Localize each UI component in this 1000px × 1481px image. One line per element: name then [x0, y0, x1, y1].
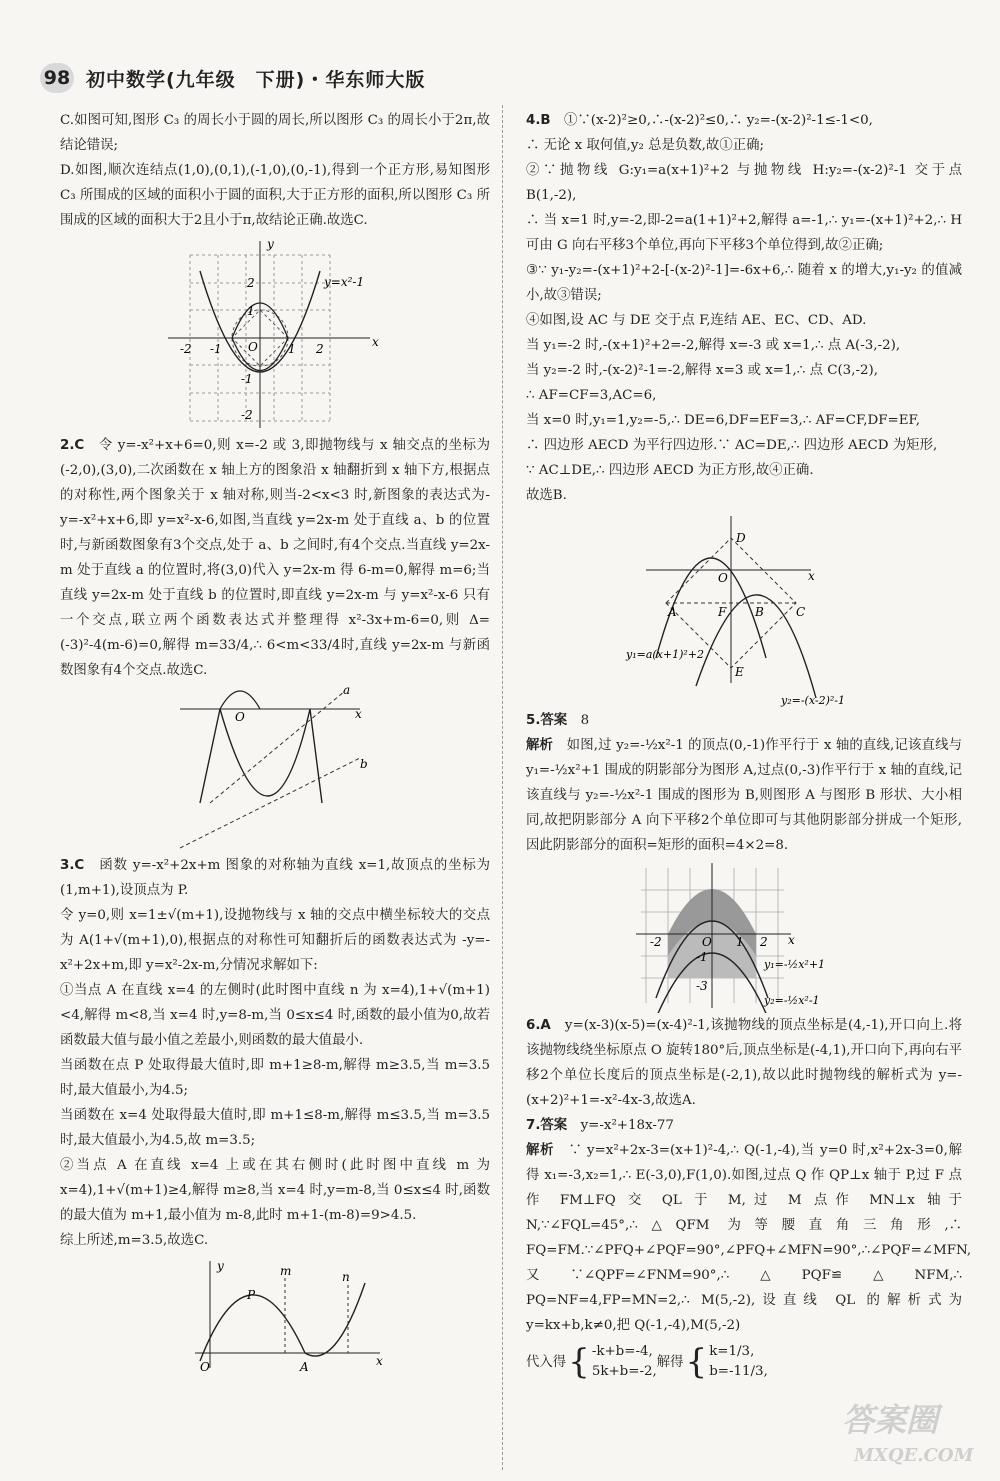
tick: -1	[696, 950, 708, 964]
analysis-label: 解析	[526, 738, 554, 753]
tick: 1	[288, 342, 296, 356]
line: 函数 y=-x²+2x+m 图象的对称轴为直线 x=1,故顶点的坐标为(1,m+1),设顶点为 P.	[60, 858, 490, 898]
point-label: C	[796, 605, 806, 619]
line: 故选B.	[526, 488, 567, 503]
tick: -2	[180, 342, 192, 356]
line: ③∵ y₁-y₂=-(x+1)²+2-[-(x-2)²-1]=-6x+6,∴ 随着 x 的增大,y₁-y₂ 的值减小,故③错误;	[526, 263, 962, 303]
line: ∴ 四边形 AECD 为平行四边形.∵ AC=DE,∴ 四边形 AECD 为矩形,	[526, 438, 938, 453]
column-divider	[502, 105, 503, 1470]
brace-icon: {	[568, 1342, 590, 1382]
question-number: 6.A	[526, 1018, 551, 1033]
axis-label: y	[217, 1259, 224, 1273]
point-label: E	[735, 665, 744, 679]
point-label-a: A	[300, 1360, 309, 1374]
point-label-p: P	[247, 1288, 256, 1302]
question-5-analysis	[526, 733, 962, 858]
answer-value: y=-x²+18x-77	[580, 1118, 674, 1133]
question-number: 4.B	[526, 113, 551, 128]
point-label: F	[718, 605, 727, 619]
question-number: 2.C	[60, 438, 85, 453]
brace-icon: {	[685, 1342, 708, 1382]
tick: -1	[210, 342, 222, 356]
line: 当 y₂=-2 时,-(x-2)²-1=-2,解得 x=3 或 x=1,∴ 点 C(3,-2),	[526, 363, 878, 378]
tick: 2	[247, 276, 255, 290]
line: ∴ 无论 x 取何值,y₂ 总是负数,故①正确;	[526, 138, 765, 153]
axis-label: x	[788, 933, 795, 947]
curve-label: y=x²-1	[324, 275, 365, 289]
curve-label: y₁=a(x+1)²+2	[626, 648, 705, 661]
solve-label: 解得	[656, 1354, 684, 1370]
tick: 2	[760, 935, 768, 949]
axis-label: y	[267, 237, 274, 251]
question-5-answer	[526, 708, 962, 733]
line: ④如图,设 AC 与 DE 交于点 F,连结 AE、EC、CD、AD.	[526, 313, 867, 328]
line-label-m: m	[280, 1264, 292, 1278]
tick: 1	[247, 304, 255, 318]
line-label-a: a	[343, 683, 351, 697]
solution: b=-11/3,	[709, 1364, 768, 1379]
curve-label: y₂=-½x²-1	[764, 994, 820, 1007]
paragraph: C.如图可知,图形 C₃ 的周长小于圆的周长,所以图形 C₃ 的周长小于2π,故结论错误;	[60, 113, 490, 153]
tick: 2	[316, 342, 324, 356]
line: ∵ AC⊥DE,∴ 四边形 AECD 为正方形,故④正确.	[526, 463, 814, 478]
question-number: 3.C	[60, 858, 85, 873]
line: 当 x=0 时,y₁=1,y₂=-5,∴ DE=6,DF=EF=3,∴ AF=CF,DF=EF,	[526, 413, 920, 428]
figure-p-a-m-n	[60, 1253, 490, 1378]
line-label-b: b	[360, 757, 368, 771]
curve-label: y₂=-(x-2)²-1	[781, 694, 845, 707]
solution: k=1/3,	[709, 1344, 755, 1359]
figure-circle-parabola	[60, 233, 490, 433]
question-3	[60, 853, 490, 903]
axis-label: x	[372, 335, 379, 349]
equation-system	[526, 1342, 962, 1382]
line: ②当点 A 在直线 x=4 上或在其右侧时(此时图中直线 m 为 x=4),1+√(m+1)≥4,解得 m≥8,当 x=4 时,y=m-8,当 0≤x≤4 时,函数的最大值为 m+1,最小值为 m-8,此时 m+1-(m-8)=9>4.5.	[60, 1158, 490, 1223]
question-4	[526, 108, 962, 133]
page-number: 98	[40, 63, 74, 93]
question-2	[60, 433, 490, 683]
watermark-url: MXQE.COM	[854, 1445, 974, 1466]
equation: -k+b=-4,	[591, 1344, 653, 1359]
tick: -1	[241, 372, 253, 386]
tick: -2	[241, 408, 253, 422]
line: 综上所述,m=3.5,故选C.	[60, 1233, 209, 1248]
line-label-n: n	[342, 1270, 350, 1284]
question-number: 5.答案	[526, 713, 568, 728]
tick: -3	[696, 979, 708, 993]
line: ①∵(x-2)²≥0,∴-(x-2)²≤0,∴ y₂=-(x-2)²-1≤-1<0,	[564, 113, 873, 128]
line: 当函数在点 P 处取得最大值时,即 m+1≥8-m,解得 m≥3.5,当 m=3.5时,最大值最小,为4.5;	[60, 1058, 490, 1098]
analysis-text: ∵ y=x²+2x-3=(x+1)²-4,∴ Q(-1,-4),当 y=0 时,x²+2x-3=0,解得 x₁=-3,x₂=1,∴ E(-3,0),F(1,0).如图,过点 Q 作 QP⊥x 轴于 P,过 F 点作 FM⊥FQ 交 QL 于 M,过 M 点作 MN⊥x 轴于 N,∵∠FQL=45°,∴△QFM 为等腰直角三角形,∴ FQ=FM.∵∠PFQ+∠PQF=90°,∠PFQ+∠MFN=90°,∴∠PQF=∠MFN,又∵∠QPF=∠FNM=90°,∴△PQF≌△NFM,∴ PQ=NF=4,FP=MN=2,∴ M(5,-2),设直线 QL 的解析式为 y=kx+b,k≠0,把 Q(-1,-4),M(5,-2)	[526, 1143, 972, 1333]
question-text: 令 y=-x²+x+6=0,则 x=-2 或 3,即抛物线与 x 轴交点的坐标为(-2,0),(3,0),二次函数在 x 轴上方的图象沿 x 轴翻折到 x 轴下方,根据点的对称性,两个图象关于 x 轴对称,则当-2<x<3 时,新图象的表达式为-y=-x²+x+6,即 y=x²-x-6,如图,当直线 y=2x-m 处于直线 a、b 的位置时,与新函数图象有3个交点,处于 a、b 之间时,有4个交点.当直线 y=2x-m 处于直线 a 的位置时,将(3,0)代入 y=2x-m 得 6-m=0,解得 m=6;当直线 y=2x-m 处于直线 b 的位置时,即直线 y=2x-m 与 y=x²-x-6 只有一个交点,联立两个函数表达式并整理得 x²-3x+m-6=0,则 Δ=(-3)²-4(m-6)=0,解得 m=33/4,∴ 6<m<33/4时,直线 y=2x-m 与新函数图象有4个交点.故选C.	[60, 438, 491, 678]
point-label: A	[668, 605, 677, 619]
curve-label: y₁=-½x²+1	[764, 958, 826, 971]
tick: 1	[736, 935, 744, 949]
question-6	[526, 1013, 962, 1113]
line: 当函数在 x=4 处取得最大值时,即 m+1≤8-m,解得 m≤3.5,当 m=3.5时,最大值最小,为4.5,故 m=3.5;	[60, 1108, 490, 1148]
line: ①当点 A 在直线 x=4 的左侧时(此时图中直线 n 为 x=4),1+√(m+1)<4,解得 m<8,当 x=4 时,y=8-m,当 0≤x≤4 时,函数的最小值为0,故若函数最大值与最小值之差最小,则函数的最大值最小.	[60, 983, 490, 1048]
answer-value: 8	[580, 713, 590, 728]
book-title: 初中数学(九年级 下册)・华东师大版	[86, 68, 426, 91]
line: ∴ AF=CF=3,AC=6,	[526, 388, 657, 403]
origin-label: O	[702, 935, 712, 949]
question-text: y=(x-3)(x-5)=(x-4)²-1,该抛物线的顶点坐标是(4,-1),开口向上.将该抛物线绕坐标原点 O 旋转180°后,顶点坐标是(-4,1),开口向下,再向右平移2个单位长度后的顶点坐标是(-2,1),故以此时抛物线的解析式为 y=-(x+2)²+1=-x²-4x-3,故选A.	[526, 1018, 962, 1108]
analysis-label: 解析	[526, 1143, 555, 1158]
tick: -2	[650, 935, 662, 949]
analysis-text: 如图,过 y₂=-½x²-1 的顶点(0,-1)作平行于 x 轴的直线,记该直线与 y₁=-½x²+1 围成的阴影部分为图形 A,过点(0,-3)作平行于 x 轴的直线,记该直线与 y₂=-½x²-1 围成的图形为 B,则图形 A 与图形 B 形状、大小相同,故把阴影部分 A 向下平移2个单位即可与其他阴影部分拼成一个矩形,因此阴影部分的面积=矩形的面积=4×2=8.	[526, 738, 963, 853]
figure-square-aecd	[526, 508, 962, 708]
line: 当 y₁=-2 时,-(x+1)²+2=-2,解得 x=-3 或 x=1,∴ 点 A(-3,-2),	[526, 338, 901, 353]
watermark-logo	[832, 1391, 982, 1471]
point-label: D	[736, 531, 746, 545]
equation: 5k+b=-2,	[591, 1364, 657, 1379]
point-label: B	[755, 605, 764, 619]
axis-label: x	[355, 707, 362, 721]
paragraph: D.如图,顺次连结点(1,0),(0,1),(-1,0),(0,-1),得到一个正方形,易知图形 C₃ 所围成的区域的面积小于圆的面积,大于正方形的面积,所以图形 C₃ 所围成的区域的面积大于2且小于π,故结论正确.故选C.	[60, 163, 490, 228]
origin-label: O	[718, 571, 728, 585]
question-7-answer	[526, 1113, 962, 1138]
figure-lines-a-b	[60, 683, 490, 853]
right-column	[526, 108, 972, 1382]
axis-label: x	[808, 569, 815, 583]
left-column	[60, 108, 490, 1378]
line: ②∵抛物线 G:y₁=a(x+1)²+2 与抛物线 H:y₂=-(x-2)²-1 交于点 B(1,-2),	[526, 163, 962, 203]
axis-label: x	[376, 1354, 383, 1368]
origin-label: O	[248, 340, 258, 354]
question-7-analysis	[526, 1138, 972, 1338]
line: 令 y=0,则 x=1±√(m+1),设抛物线与 x 轴的交点中横坐标较大的交点为 A(1+√(m+1),0),根据点的对称性可知翻折后的函数表达式为 -y=-x²+2x+m,即 y=x²-2x-m,分情况求解如下:	[60, 908, 490, 973]
watermark-text: 答案圈	[842, 1401, 939, 1439]
line: ∴ 当 x=1 时,y=-2,即-2=a(1+1)²+2,解得 a=-1,∴ y₁=-(x+1)²+2,∴ H 可由 G 向右平移3个单位,再向下平移3个单位得到,故②正确;	[526, 213, 962, 253]
origin-label: O	[235, 710, 245, 724]
figure-shaded-parabolas	[526, 858, 962, 1013]
origin-label: O	[200, 1360, 210, 1374]
question-number: 7.答案	[526, 1118, 568, 1133]
system-intro: 代入得	[526, 1354, 567, 1370]
page-header	[40, 58, 425, 98]
